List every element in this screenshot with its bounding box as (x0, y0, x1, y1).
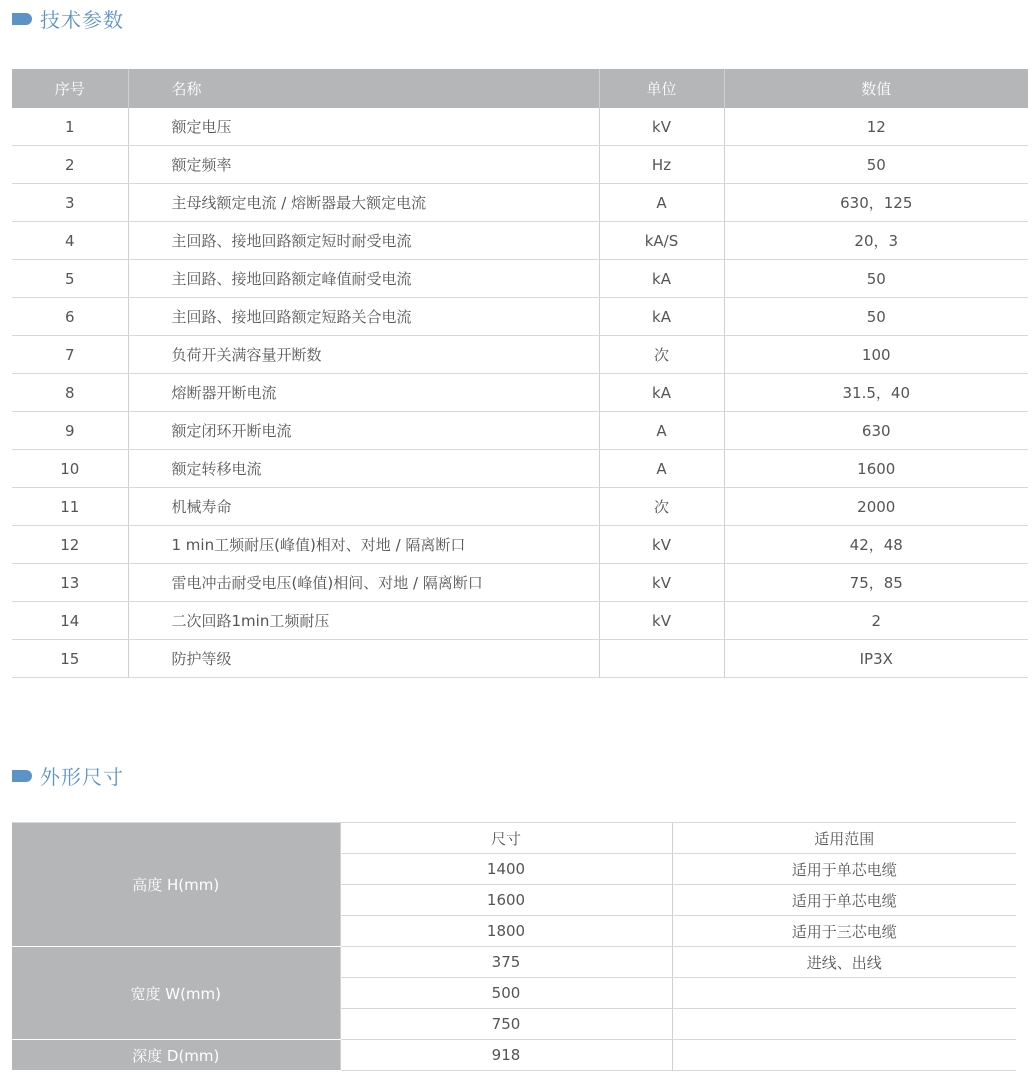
cell-scope: 适用于三芯电缆 (672, 916, 1016, 947)
dimension-table (12, 822, 1016, 1071)
cell-unit: A (599, 412, 724, 450)
cell-size: 375 (340, 947, 672, 978)
cell-name: 主回路、接地回路额定短时耐受电流 (128, 222, 599, 260)
cell-scope: 适用于单芯电缆 (672, 885, 1016, 916)
dimension-table-header (12, 823, 1016, 854)
section-title-text: 外形尺寸 (40, 765, 124, 789)
table-row (12, 336, 1028, 374)
table-row (12, 298, 1028, 336)
cell-name: 二次回路1min工频耐压 (128, 602, 599, 640)
cell-unit: A (599, 450, 724, 488)
cell-value: 20，3 (724, 222, 1028, 260)
cell-no: 4 (12, 222, 128, 260)
cell-no: 5 (12, 260, 128, 298)
header-unit: 单位 (599, 69, 724, 108)
table-row (12, 564, 1028, 602)
cell-size: 1600 (340, 885, 672, 916)
cell-unit: kV (599, 108, 724, 146)
cell-no: 13 (12, 564, 128, 602)
cell-name: 额定闭环开断电流 (128, 412, 599, 450)
cell-unit: kV (599, 564, 724, 602)
cell-unit: kA (599, 298, 724, 336)
section-title-text: 技术参数 (40, 8, 124, 32)
cell-value: 50 (724, 260, 1028, 298)
cell-no: 2 (12, 146, 128, 184)
table-row (12, 260, 1028, 298)
cell-value: 1600 (724, 450, 1028, 488)
cell-unit: kV (599, 526, 724, 564)
table-row (12, 488, 1028, 526)
cell-scope: 适用于单芯电缆 (672, 854, 1016, 885)
cell-size: 1400 (340, 854, 672, 885)
cell-no: 15 (12, 640, 128, 678)
cell-size: 500 (340, 978, 672, 1009)
cell-name: 负荷开关满容量开断数 (128, 336, 599, 374)
cell-value: 630 (724, 412, 1028, 450)
cell-unit: kA (599, 374, 724, 412)
cell-name: 额定转移电流 (128, 450, 599, 488)
cell-name: 熔断器开断电流 (128, 374, 599, 412)
header-size: 尺寸 (340, 823, 672, 854)
cell-value: 75，85 (724, 564, 1028, 602)
cell-value: 50 (724, 298, 1028, 336)
cell-name: 额定频率 (128, 146, 599, 184)
spec-table-header (12, 69, 1028, 108)
header-name: 名称 (128, 69, 599, 108)
table-row (12, 640, 1028, 678)
cell-value: 2000 (724, 488, 1028, 526)
cell-name: 雷电冲击耐受电压(峰值)相间、对地 / 隔离断口 (128, 564, 599, 602)
header-scope: 适用范围 (672, 823, 1016, 854)
cell-no: 10 (12, 450, 128, 488)
section-title-dimensions (12, 761, 124, 790)
table-row (12, 146, 1028, 184)
cell-value: 2 (724, 602, 1028, 640)
cell-size: 750 (340, 1009, 672, 1040)
cell-size: 1800 (340, 916, 672, 947)
cell-name: 主回路、接地回路额定短路关合电流 (128, 298, 599, 336)
cell-value: 12 (724, 108, 1028, 146)
cell-no: 11 (12, 488, 128, 526)
cell-unit: kA (599, 260, 724, 298)
cell-value: 50 (724, 146, 1028, 184)
table-row (12, 222, 1028, 260)
cell-no: 14 (12, 602, 128, 640)
cell-no: 9 (12, 412, 128, 450)
cell-name: 1 min工频耐压(峰值)相对、对地 / 隔离断口 (128, 526, 599, 564)
header-no: 序号 (12, 69, 128, 108)
cell-name: 主回路、接地回路额定峰值耐受电流 (128, 260, 599, 298)
table-row (12, 450, 1028, 488)
cell-unit: kA/S (599, 222, 724, 260)
table-row (12, 602, 1028, 640)
cell-no: 1 (12, 108, 128, 146)
cell-unit: Hz (599, 146, 724, 184)
cell-value: 42，48 (724, 526, 1028, 564)
cell-name: 防护等级 (128, 640, 599, 678)
cell-unit (599, 640, 724, 678)
cell-value: IP3X (724, 640, 1028, 678)
header-value: 数值 (724, 69, 1028, 108)
cell-scope: 进线、出线 (672, 947, 1016, 978)
cell-name: 额定电压 (128, 108, 599, 146)
cell-value: 100 (724, 336, 1028, 374)
table-row (12, 947, 1016, 978)
cell-scope (672, 1040, 1016, 1071)
cell-scope (672, 1009, 1016, 1040)
cell-unit: A (599, 184, 724, 222)
cell-unit: 次 (599, 336, 724, 374)
dimension-label: 高度 H(mm) (12, 823, 340, 947)
table-row (12, 412, 1028, 450)
table-row (12, 184, 1028, 222)
cell-value: 31.5，40 (724, 374, 1028, 412)
cell-size: 918 (340, 1040, 672, 1071)
cell-unit: kV (599, 602, 724, 640)
table-row (12, 526, 1028, 564)
cell-value: 630，125 (724, 184, 1028, 222)
section-marker-icon (12, 770, 32, 782)
table-row (12, 1040, 1016, 1071)
dimension-label: 宽度 W(mm) (12, 947, 340, 1040)
cell-name: 机械寿命 (128, 488, 599, 526)
dimension-label: 深度 D(mm) (12, 1040, 340, 1071)
spec-table (12, 69, 1028, 678)
cell-name: 主母线额定电流 / 熔断器最大额定电流 (128, 184, 599, 222)
cell-no: 3 (12, 184, 128, 222)
cell-no: 6 (12, 298, 128, 336)
cell-scope (672, 978, 1016, 1009)
section-title-spec (12, 4, 124, 33)
table-row (12, 374, 1028, 412)
cell-no: 8 (12, 374, 128, 412)
cell-no: 12 (12, 526, 128, 564)
table-row (12, 108, 1028, 146)
cell-no: 7 (12, 336, 128, 374)
section-marker-icon (12, 13, 32, 25)
cell-unit: 次 (599, 488, 724, 526)
